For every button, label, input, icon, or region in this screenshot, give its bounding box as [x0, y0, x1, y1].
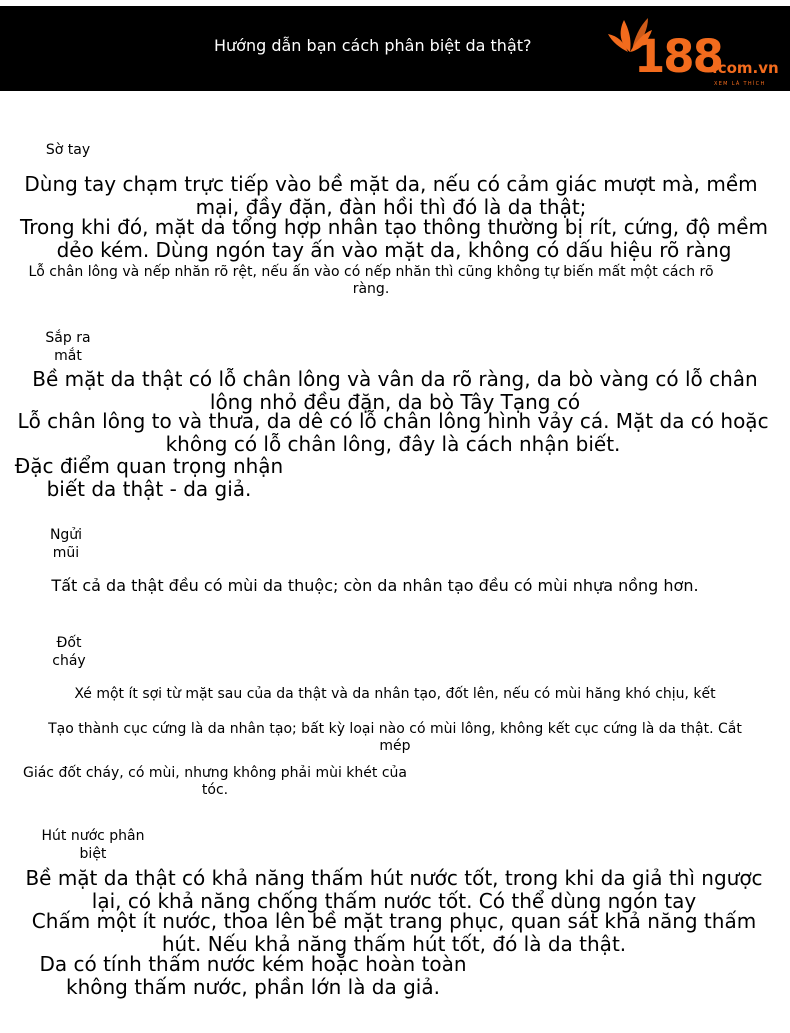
- burn-text-2: Tạo thành cục cứng là da nhân tạo; bất kỳ loại nào có mùi lông, không kết cục cứng là da thật. Cắt mép: [48, 721, 742, 754]
- look-text-1: Bề mặt da thật có lỗ chân lông và vân da rõ ràng, da bò vàng có lỗ chân lông nhỏ đều đặn, da bò Tây Tạng có: [32, 367, 758, 414]
- logo-domain: .com.vn: [712, 59, 779, 77]
- section-label-water: Hút nước phân biệt: [41, 828, 145, 862]
- header-bar: [0, 6, 790, 91]
- smell-text-1: Tất cả da thật đều có mùi da thuộc; còn da nhân tạo đều có mùi nhựa nồng hơn.: [51, 576, 699, 595]
- water-text-3: Da có tính thấm nước kém hoặc hoàn toàn không thấm nước, phần lớn là da giả.: [39, 952, 467, 999]
- touch-text-2: Trong khi đó, mặt da tổng hợp nhân tạo thông thường bị rít, cứng, độ mềm dẻo kém. Dùng ngón tay ấn vào mặt da, không có dấu hiệu rõ ràng: [19, 215, 769, 262]
- section-label-touch: Sờ tay: [45, 142, 91, 158]
- burn-text-1: Xé một ít sợi từ mặt sau của da thật và da nhân tạo, đốt lên, nếu có mùi hăng khó chịu, kết: [74, 686, 716, 702]
- section-label-look: Sắp ra mắt: [45, 330, 91, 364]
- look-text-2: Lỗ chân lông to và thưa, da dê có lỗ chân lông hình vảy cá. Mặt da có hoặc không có lỗ chân lông, đây là cách nhận biết.: [17, 409, 769, 456]
- touch-text-1: Dùng tay chạm trực tiếp vào bề mặt da, nếu có cảm giác mượt mà, mềm mại, đầy đặn, đàn hồi thì đó là da thật;: [24, 172, 758, 219]
- look-text-3: Đặc điểm quan trọng nhận biết da thật - da giả.: [14, 454, 284, 501]
- brand-logo[interactable]: [604, 14, 790, 89]
- water-text-1: Bề mặt da thật có khả năng thấm hút nước tốt, trong khi da giả thì ngược lại, có khả năng chống thấm nước tốt. Có thể dùng ngón tay: [25, 866, 763, 913]
- logo-number: 188: [634, 30, 722, 83]
- burn-text-3: Giác đốt cháy, có mùi, nhưng không phải mùi khét của tóc.: [22, 765, 407, 798]
- section-label-burn: Đốt cháy: [52, 635, 86, 669]
- section-label-smell: Ngửi mũi: [49, 527, 83, 561]
- touch-text-3: Lỗ chân lông và nếp nhăn rõ rệt, nếu ấn vào có nếp nhăn thì cũng không tự biến mất một cách rõ ràng.: [28, 264, 714, 297]
- page-title: Hướng dẫn bạn cách phân biệt da thật?: [214, 36, 532, 55]
- logo-tagline: XEM LÀ THÍCH: [714, 81, 766, 87]
- water-text-2: Chấm một ít nước, thoa lên bề mặt trang phục, quan sát khả năng thấm hút. Nếu khả năng thấm hút tốt, đó là da thật.: [31, 909, 757, 956]
